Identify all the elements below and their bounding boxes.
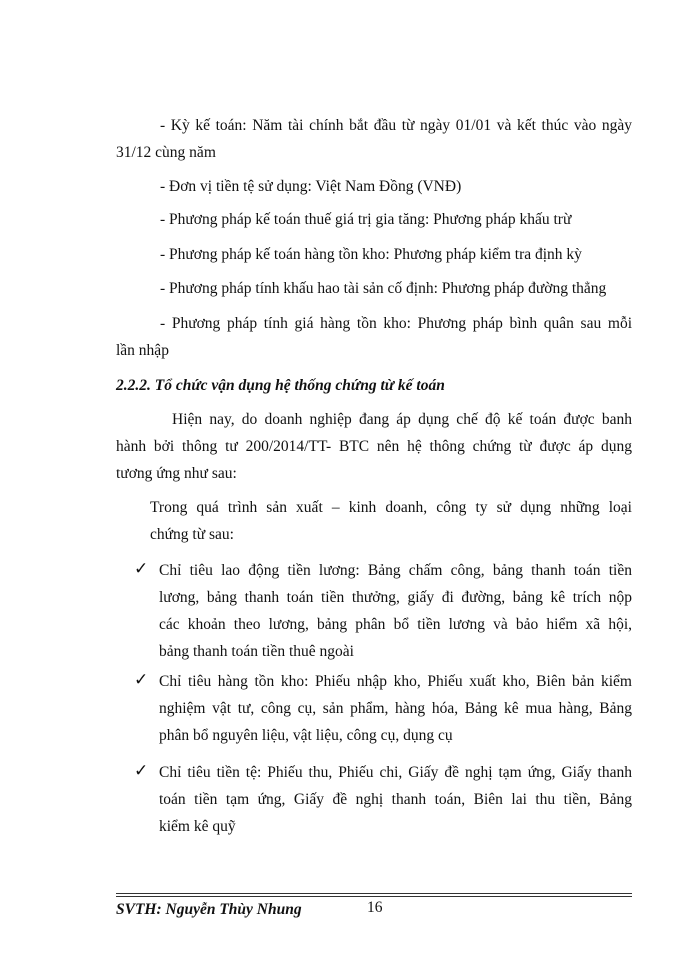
list-item-line: nghiệm vật tư, công cụ, sản phẩm, hàng hóa, Bảng kê mua hàng, Bảng [159, 700, 632, 717]
check-icon: ✓ [134, 670, 149, 689]
list-item-line: các khoản theo lương, bảng phân bổ tiền lương và bảo hiểm xã hội, [159, 616, 632, 633]
list-item-line: lương, bảng thanh toán tiền thưởng, giấy đi đường, bảng kê trích nộp [159, 589, 632, 606]
list-item-line: Chỉ tiêu tiền tệ: Phiếu thu, Phiếu chi, Giấy đề nghị tạm ứng, Giấy thanh [159, 764, 632, 781]
policy-depreciation: - Phương pháp tính khấu hao tài sản cố định: Phương pháp đường thẳng [160, 280, 607, 297]
paragraph-1-line-1: Hiện nay, do doanh nghiệp đang áp dụng chế độ kế toán được banh [172, 411, 632, 428]
policy-currency: - Đơn vị tiền tệ sử dụng: Việt Nam Đồng (VNĐ) [160, 178, 462, 195]
policy-inventory: - Phương pháp kế toán hàng tồn kho: Phương pháp kiểm tra định kỳ [160, 246, 582, 263]
section-heading: 2.2.2. Tổ chức vận dụng hệ thống chứng từ kế toán [116, 377, 445, 394]
paragraph-1-line-3: tương ứng như sau: [116, 465, 237, 482]
list-item-line: phân bổ nguyên liệu, vật liệu, công cụ, dụng cụ [159, 727, 453, 744]
list-item-line: bảng thanh toán tiền thuê ngoài [159, 643, 354, 660]
policy-fiscal-period: - Kỳ kế toán: Năm tài chính bắt đầu từ ngày 01/01 và kết thúc vào ngày [160, 117, 632, 134]
list-item-line: kiểm kê quỹ [159, 818, 236, 835]
footer-author: SVTH: Nguyễn Thùy Nhung [116, 901, 302, 918]
page-number: 16 [367, 899, 383, 916]
list-item-line: toán tiền tạm ứng, Giấy đề nghị thanh toán, Biên lai thu tiền, Bảng [159, 791, 632, 808]
footer-rule-bottom [116, 896, 632, 897]
policy-inventory-pricing: - Phương pháp tính giá hàng tồn kho: Phương pháp bình quân sau mỗi [160, 315, 632, 332]
paragraph-1-line-2: hành bởi thông tư 200/2014/TT- BTC nên hệ thông chứng từ được áp dụng [116, 438, 632, 455]
check-icon: ✓ [134, 761, 149, 780]
policy-vat: - Phương pháp kế toán thuế giá trị gia tăng: Phương pháp khấu trừ [160, 211, 572, 228]
paragraph-2-line-1: Trong quá trình sản xuất – kinh doanh, công ty sử dụng những loại [150, 499, 632, 516]
list-item-line: Chỉ tiêu hàng tồn kho: Phiếu nhập kho, Phiếu xuất kho, Biên bản kiểm [159, 673, 632, 690]
check-icon: ✓ [134, 559, 149, 578]
policy-inventory-pricing-cont: lần nhập [116, 342, 169, 359]
policy-fiscal-period-cont: 31/12 cùng năm [116, 144, 216, 161]
paragraph-2-line-2: chứng từ sau: [150, 526, 234, 543]
list-item-line: Chỉ tiêu lao động tiền lương: Bảng chấm công, bảng thanh toán tiền [159, 562, 632, 579]
footer-rule-top [116, 893, 632, 894]
